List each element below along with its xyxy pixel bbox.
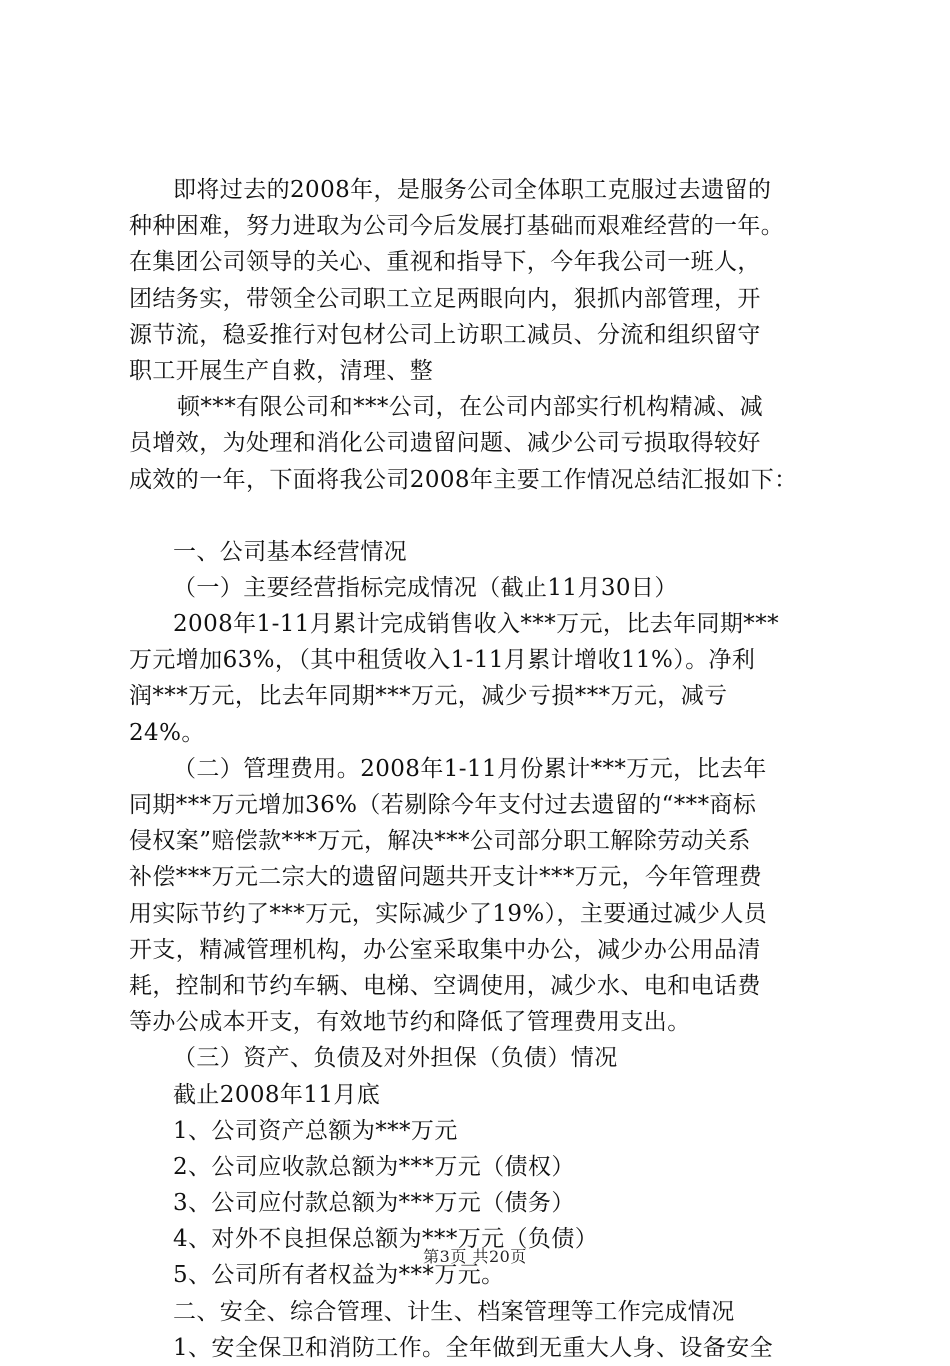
- section-heading: 一、公司基本经营情况: [173, 538, 407, 565]
- paragraph-line: 侵权案”赔偿款***万元，解决***公司部分职工解除劳动关系: [129, 828, 751, 855]
- list-item: 4、对外不良担保总额为***万元（负债）: [173, 1226, 599, 1253]
- subsection-heading: （三）资产、负债及对外担保（负债）情况: [173, 1045, 618, 1072]
- paragraph-line: 员增效，为处理和消化公司遗留问题、减少公司亏损取得较好: [129, 430, 761, 457]
- subsection-heading: （一）主要经营指标完成情况（截止11月30日）: [173, 574, 678, 601]
- paragraph-line: 成效的一年，下面将我公司2008年主要工作情况总结汇报如下：: [129, 466, 798, 493]
- paragraph-line: 种种困难，努力进取为公司今后发展打基础而艰难经营的一年。: [129, 213, 785, 240]
- paragraph-line: 补偿***万元二宗大的遗留问题共开支计***万元，今年管理费: [129, 864, 762, 891]
- paragraph-line: 润***万元，比去年同期***万元，减少亏损***万元，减亏: [129, 683, 728, 710]
- paragraph-line: 同期***万元增加36%（若剔除今年支付过去遗留的“***商标: [129, 792, 757, 818]
- paragraph-line: 万元增加63%，（其中租赁收入1-11月累计增收11%）。净利: [129, 647, 756, 674]
- paragraph-line: 团结务实，带领全公司职工立足两眼向内，狠抓内部管理，开: [129, 285, 761, 312]
- list-item: 1、公司资产总额为***万元: [173, 1117, 458, 1144]
- list-item: 2、公司应收款总额为***万元（债权）: [173, 1153, 575, 1180]
- page-footer: 第3页 共20页: [423, 1247, 527, 1266]
- paragraph-line: 截止2008年11月底: [173, 1081, 381, 1108]
- paragraph-line: 职工开展生产自救，清理、整: [129, 357, 434, 384]
- section-heading: 二、安全、综合管理、计生、档案管理等工作完成情况: [173, 1298, 735, 1325]
- paragraph-line: 开支，精减管理机构，办公室采取集中办公，减少办公用品清: [129, 936, 761, 963]
- paragraph-line: 等办公成本开支，有效地节约和降低了管理费用支出。: [129, 1009, 691, 1036]
- paragraph-line: 用实际节约了***万元，实际减少了19%），主要通过减少人员: [129, 900, 768, 927]
- document-body: [129, 172, 834, 1366]
- subsection-heading: （二）管理费用。2008年1-11月份累计***万元，比去年: [173, 755, 767, 782]
- paragraph-line: 24%。: [129, 719, 205, 746]
- paragraph-spacer: [129, 498, 834, 534]
- paragraph-line: 1、安全保卫和消防工作。全年做到无重大人身、设备安全: [173, 1334, 774, 1361]
- paragraph-line: 源节流，稳妥推行对包材公司上访职工减员、分流和组织留守: [129, 321, 761, 348]
- paragraph-line: 2008年1-11月累计完成销售收入***万元，比去年同期***: [173, 611, 780, 638]
- list-item: 5、公司所有者权益为***万元。: [173, 1262, 505, 1289]
- paragraph-line: 耗，控制和节约车辆、电梯、空调使用，减少水、电和电话费: [129, 972, 761, 999]
- paragraph-line: 在集团公司领导的关心、重视和指导下，今年我公司一班人，: [129, 249, 761, 276]
- paragraph-line: 顿***有限公司和***公司，在公司内部实行机构精减、减: [177, 394, 764, 421]
- list-item: 3、公司应付款总额为***万元（债务）: [173, 1190, 575, 1217]
- paragraph-line: 即将过去的2008年，是服务公司全体职工克服过去遗留的: [173, 177, 772, 203]
